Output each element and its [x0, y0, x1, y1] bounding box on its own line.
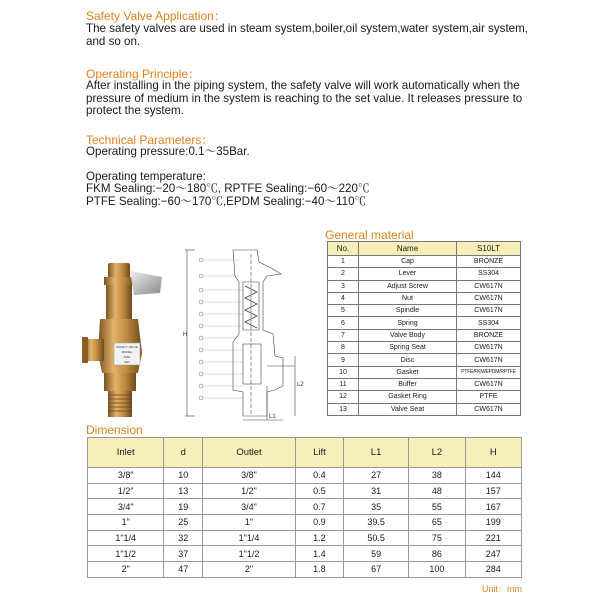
cell: 247: [465, 546, 521, 562]
general-material-title: General material: [325, 228, 414, 242]
cell: 167: [465, 499, 521, 515]
table-row: [328, 342, 521, 354]
safety-valve-photo: [82, 253, 168, 421]
table-row: [328, 403, 521, 415]
cell: 2: [328, 268, 359, 280]
cell: 59: [344, 546, 409, 562]
table-row: [328, 366, 521, 378]
cell: BRONZE: [457, 256, 521, 268]
cell: 2": [88, 562, 164, 578]
general-material-table: [327, 241, 521, 416]
cell: Lever: [359, 268, 457, 280]
cell: 3/4": [88, 499, 164, 515]
cell: Spindle: [359, 305, 457, 317]
cell: 13: [328, 403, 359, 415]
cell: 5: [328, 305, 359, 317]
cell: BRONZE: [457, 329, 521, 341]
cell: 11: [328, 378, 359, 390]
table-row: [328, 268, 521, 280]
cell: 25: [164, 515, 203, 531]
dim-label-l1: L1: [269, 414, 276, 420]
cell: 0.7: [295, 499, 343, 515]
table-row: [88, 562, 522, 578]
technical-parameters-heading: Technical Parameters：: [86, 133, 214, 147]
cell: 9: [328, 354, 359, 366]
cell: 13: [164, 483, 203, 499]
cell: Disc: [359, 354, 457, 366]
cell: 19: [164, 499, 203, 515]
cell: 284: [465, 562, 521, 578]
tag-line-2: SIZE: [123, 355, 131, 359]
cell: 47: [164, 562, 203, 578]
cell: 199: [465, 515, 521, 531]
cell: 0.9: [295, 515, 343, 531]
cell: CW617N: [457, 292, 521, 304]
cell: 3/4": [203, 499, 296, 515]
unit-label: Unit：mm: [482, 584, 522, 594]
header-l2: L2: [409, 438, 465, 468]
cell: CW617N: [457, 378, 521, 390]
cell: Cap: [359, 256, 457, 268]
cell: 35: [344, 499, 409, 515]
operating-principle-heading: Operating Principle：: [86, 67, 201, 81]
cell: 6: [328, 317, 359, 329]
table-row: [88, 468, 522, 484]
cell: 0.4: [295, 468, 343, 484]
tag-line-3: SET: [124, 360, 130, 364]
temperature-line-2: PTFE Sealing:−60～170℃,EPDM Sealing:−40～110℃: [86, 194, 367, 208]
cell: 1/2": [88, 483, 164, 499]
cell: 1.2: [295, 530, 343, 546]
cell: 1": [203, 515, 296, 531]
table-row: [88, 499, 522, 515]
cell: Valve Seat: [359, 403, 457, 415]
cell: 0.5: [295, 483, 343, 499]
cell: 1"1/4: [203, 530, 296, 546]
cell: 1: [328, 256, 359, 268]
dimension-header-row: [88, 438, 522, 468]
cell: 1.4: [295, 546, 343, 562]
cell: CW617N: [457, 354, 521, 366]
header-lift: Lift: [295, 438, 343, 468]
cell: CW617N: [457, 280, 521, 292]
cell: 221: [465, 530, 521, 546]
operating-pressure: Operating pressure:0.1～35Bar.: [86, 145, 250, 158]
dim-label-l2: L2: [297, 382, 304, 388]
cell: 1"1/2: [88, 546, 164, 562]
cell: 38: [409, 468, 465, 484]
table-row: [328, 378, 521, 390]
table-row: [88, 515, 522, 531]
cell: CW617N: [457, 342, 521, 354]
table-row: [88, 483, 522, 499]
cell: 1.8: [295, 562, 343, 578]
cell: PTFE: [457, 391, 521, 403]
cell: 48: [409, 483, 465, 499]
table-row: [328, 305, 521, 317]
dim-label-h: H: [183, 332, 188, 338]
table-row: [328, 391, 521, 403]
cell: Spring: [359, 317, 457, 329]
cell: 100: [409, 562, 465, 578]
dimension-title: Dimension: [86, 423, 143, 437]
cell: 3: [328, 280, 359, 292]
cell: Nut: [359, 292, 457, 304]
cell: 7: [328, 329, 359, 341]
cell: 12: [328, 391, 359, 403]
table-row: [328, 256, 521, 268]
tag-line-1: MODEL: [121, 350, 133, 354]
header-no: No.: [328, 242, 359, 256]
general-material-header-row: [328, 242, 521, 256]
technical-parameters-text: [86, 146, 546, 208]
cell: 50.5: [344, 530, 409, 546]
table-row: [88, 530, 522, 546]
header-inlet: Inlet: [88, 438, 164, 468]
operating-temperature-title: Operating temperature:: [86, 169, 206, 183]
cell: CW617N: [457, 403, 521, 415]
cell: 75: [409, 530, 465, 546]
valve-cross-section-drawing: [183, 246, 305, 422]
cell: 3/8": [88, 468, 164, 484]
cell: SS304: [457, 268, 521, 280]
temperature-line-1: FKM Sealing:−20～180℃, RPTFE Sealing:−60～220℃: [86, 182, 370, 195]
table-row: [328, 354, 521, 366]
dimension-table: [87, 437, 522, 578]
cell: 8: [328, 342, 359, 354]
cell: Spring Seat: [359, 342, 457, 354]
table-row: [88, 546, 522, 562]
tag-line-0: SAFETY VALVE: [116, 345, 138, 349]
application-heading: Safety Valve Application：: [86, 9, 226, 23]
cell: 67: [344, 562, 409, 578]
header-d: d: [164, 438, 203, 468]
header-material: S10LT: [457, 242, 521, 256]
cell: 1/2": [203, 483, 296, 499]
cell: 65: [409, 515, 465, 531]
table-row: [328, 292, 521, 304]
header-l1: L1: [344, 438, 409, 468]
cell: 2": [203, 562, 296, 578]
table-row: [328, 329, 521, 341]
cell: 4: [328, 292, 359, 304]
table-row: [328, 280, 521, 292]
cell: 37: [164, 546, 203, 562]
operating-principle-text: After installing in the piping system, the safety valve will work automatically when the pressure of medium in the system is reaching to the set value. It releases pressure to protect the system.: [86, 79, 523, 117]
cell: PTFE/FKM/EPDM/RPTFE: [457, 366, 521, 378]
cell: 86: [409, 546, 465, 562]
cell: 1"1/2: [203, 546, 296, 562]
header-name: Name: [359, 242, 457, 256]
cell: SS304: [457, 317, 521, 329]
cell: 1"1/4: [88, 530, 164, 546]
cell: Gasket Ring: [359, 391, 457, 403]
cell: Buffer: [359, 378, 457, 390]
cell: CW617N: [457, 305, 521, 317]
application-text: The safety valves are used in steam system,boiler,oil system,water system,air system, and so on.: [86, 22, 529, 48]
cell: Gasket: [359, 366, 457, 378]
cell: Adjust Screw: [359, 280, 457, 292]
cell: 144: [465, 468, 521, 484]
table-row: [328, 317, 521, 329]
cell: 10: [328, 366, 359, 378]
cell: 31: [344, 483, 409, 499]
cell: 27: [344, 468, 409, 484]
cell: 1": [88, 515, 164, 531]
cell: 32: [164, 530, 203, 546]
header-outlet: Outlet: [203, 438, 296, 468]
cell: 3/8": [203, 468, 296, 484]
cell: 10: [164, 468, 203, 484]
cell: 55: [409, 499, 465, 515]
header-h: H: [465, 438, 521, 468]
cell: 39.5: [344, 515, 409, 531]
cell: Valve Body: [359, 329, 457, 341]
cell: 157: [465, 483, 521, 499]
